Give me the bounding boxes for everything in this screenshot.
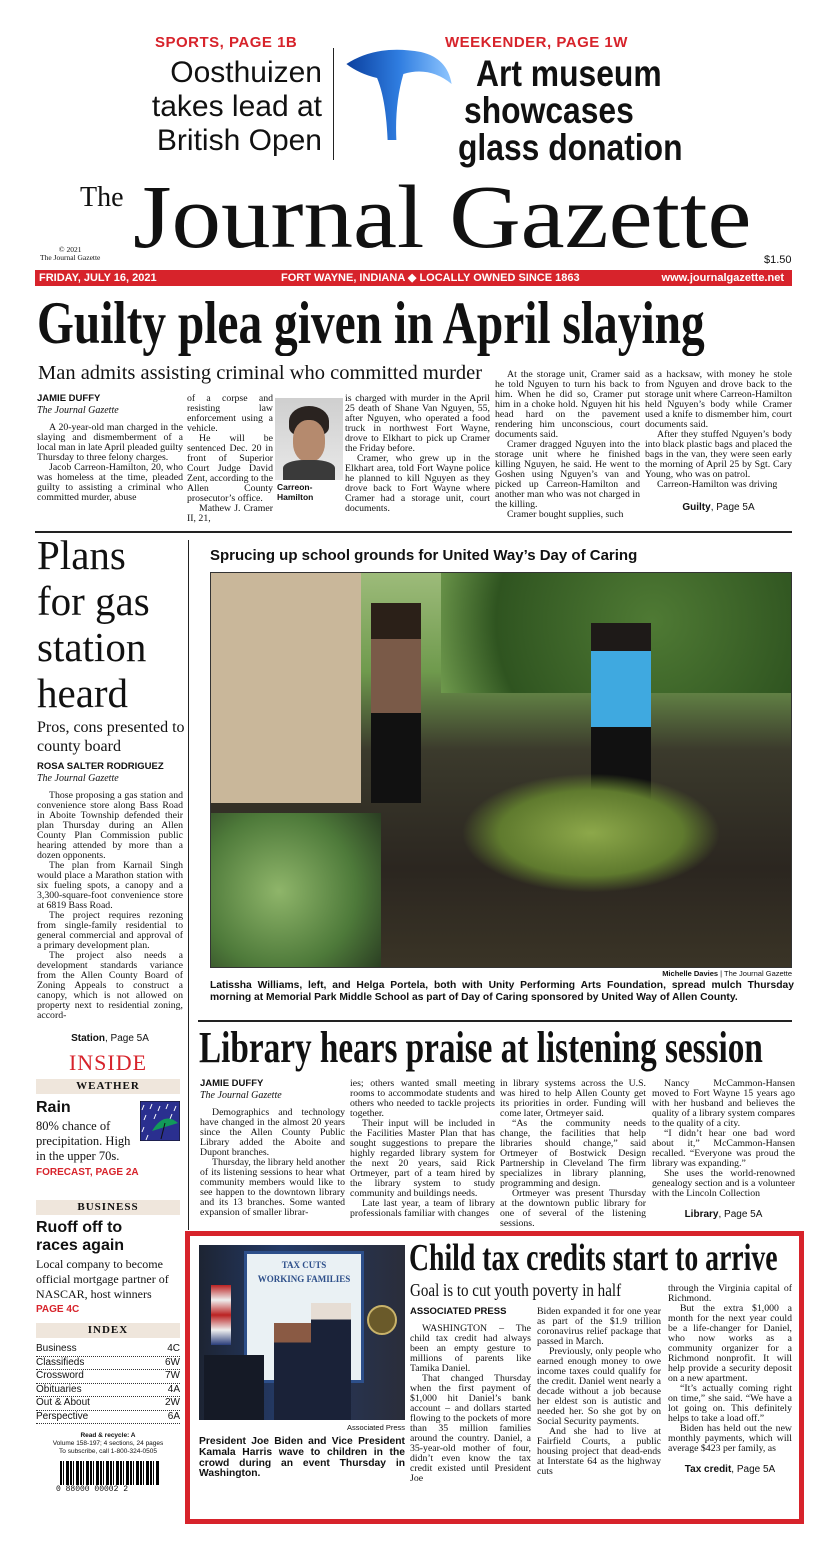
forecast-link[interactable]: FORECAST, PAGE 2A xyxy=(36,1167,139,1178)
gas-column xyxy=(37,761,183,1045)
library-column-4 xyxy=(652,1079,795,1221)
byline: ROSA SALTER RODRIGUEZ xyxy=(37,761,164,772)
jump-link[interactable] xyxy=(668,1464,792,1476)
subscribe-info[interactable]: To subscribe, call 1-800-324-0505 xyxy=(59,1448,157,1455)
copyright-year: © 2021 xyxy=(58,245,82,254)
tax-column-1 xyxy=(410,1306,531,1484)
paragraph: Cramer bought supplies, such xyxy=(507,509,624,520)
masthead-title[interactable]: Journal Gazette xyxy=(133,168,752,267)
day-of-caring-photo[interactable] xyxy=(210,572,792,968)
barcode xyxy=(60,1461,160,1485)
business-headline: Ruoff off to races again xyxy=(36,1219,125,1254)
byline: ASSOCIATED PRESS xyxy=(410,1306,507,1317)
tax-headline[interactable]: Child tax credits start to arrive xyxy=(409,1237,778,1279)
paragraph: Those proposing a gas station and convenience store along Bass Road in Aboite Township defended their plan Thursday during an Allen County Plan Commission public hearing attended by more than a dozen opponents. xyxy=(37,790,183,861)
business-text: Local company to become official mortgage partner of NASCAR, host winners xyxy=(36,1257,169,1301)
index-label: INDEX xyxy=(36,1323,180,1338)
paragraph: Cramer, who grew up in the Elkhart area, told Fort Wayne police he planned to kill Nguyen as they drove back to Fort Wayne where Cramer had a storage unit, court documents. xyxy=(345,453,490,514)
sports-kicker[interactable]: SPORTS, PAGE 1B xyxy=(155,34,298,51)
gas-subhead: Pros, cons presented to county board xyxy=(37,719,185,755)
section-rule xyxy=(198,1020,792,1022)
paragraph: Biden expanded it for one year as part of the $1.9 trillion coronavirus relief package that passed in March. xyxy=(537,1306,661,1347)
paragraph: And she had to live at Fairfield Courts, a public housing project that dead-ends at Interstate 64 as the highway cuts xyxy=(537,1426,661,1477)
photo-org: | The Journal Gazette xyxy=(718,969,792,978)
daylilies xyxy=(461,773,721,893)
jump-link[interactable] xyxy=(652,1209,795,1221)
paragraph: is charged with murder in the April 25 death of Shane Van Nguyen, 55, after Nguyen, who operated a food truck in northwest Fort Wayne, drove to Elkhart to pick up Cramer the Friday before. xyxy=(345,393,490,454)
paragraph: Ortmeyer was present Thursday at the downtown public library for one of several of the listening sessions. xyxy=(500,1188,646,1229)
inside-title: INSIDE xyxy=(68,1050,148,1075)
index-item[interactable] xyxy=(36,1384,180,1398)
index-item[interactable] xyxy=(36,1411,180,1425)
index-name: Perspective xyxy=(36,1410,89,1422)
jump-word: Library xyxy=(684,1209,719,1220)
index-page: 4C xyxy=(167,1343,180,1354)
biden-harris-photo[interactable] xyxy=(199,1245,405,1420)
business-page-link[interactable]: PAGE 4C xyxy=(36,1304,80,1315)
paragraph: Nancy McCammon-Hansen moved to Fort Wayne 15 years ago with her husband and believes the quality of a library system compares to the quality of a city. xyxy=(652,1078,795,1129)
paragraph: Biden has held out the new monthly payments, which will average $423 per family, as xyxy=(668,1423,792,1454)
paragraph: “As the community needs change, the facilities that help libraries should change,” said Ortmeyer of Bostwick Design Partnership in Cleveland The firm specializes in library planning, programming and design. xyxy=(500,1118,646,1189)
issue-date: FRIDAY, JULY 16, 2021 xyxy=(39,272,157,284)
paragraph: as a hacksaw, with money he stole from Nguyen and drove back to the storage unit where Carreon-Hamilton held Nguyen’s body while Cramer used a knife to dismember him, court documents said. xyxy=(645,369,792,430)
hosta-plants xyxy=(211,813,381,968)
date-bar xyxy=(35,270,792,286)
tagline: LOCALLY OWNED SINCE 1863 xyxy=(419,272,580,284)
byline: JAMIE DUFFY xyxy=(200,1078,264,1089)
paragraph: That changed Thursday when the first payment of $1,000 hit Daniel’s bank account – and dollars started flowing to the pockets of more than 35 million families around the country. Daniel, a 35-year-old mother of four, didn’t even know the tax credit existed until President Joe xyxy=(410,1373,531,1484)
tax-subhead: Goal is to cut youth poverty in half xyxy=(410,1280,622,1300)
photo-credit: Associated Press xyxy=(347,1423,405,1432)
index-page: 6A xyxy=(167,1410,180,1422)
headline-line: heard xyxy=(37,670,129,716)
paragraph: The project also needs a development standards variance from the Allen County Board of Zoning Appeals to construct a canopy, which is not allowed on property next to residential zoning, accord- xyxy=(37,950,183,1021)
umbrella-rain-icon xyxy=(140,1101,180,1141)
teaser-line: Oosthuizen xyxy=(170,56,322,89)
headline-line: for gas xyxy=(37,578,150,624)
recycle-note: Read & recycle: A xyxy=(80,1432,136,1439)
library-column-2 xyxy=(350,1079,495,1219)
person-left xyxy=(371,603,421,803)
jump-page: , Page 5A xyxy=(710,502,755,513)
index-page: 2W xyxy=(165,1397,180,1408)
paragraph: “It’s actually coming right on time,” she said. “We have a lot going on. This definitely helps to take a load off.” xyxy=(668,1383,792,1424)
jump-link[interactable] xyxy=(37,1033,183,1045)
photo-credit xyxy=(662,969,792,978)
lead-headline[interactable]: Guilty plea given in April slaying xyxy=(37,290,705,356)
index-item[interactable] xyxy=(36,1343,180,1357)
lead-column-5 xyxy=(645,370,792,514)
weekender-kicker[interactable]: WEEKENDER, PAGE 1W xyxy=(445,34,628,51)
biden-figure xyxy=(311,1303,351,1420)
price: $1.50 xyxy=(764,254,792,266)
lead-column-3 xyxy=(345,394,490,514)
paragraph: Mathew J. Cramer II, 21, xyxy=(187,503,273,524)
jump-word: Tax credit xyxy=(684,1464,732,1475)
paragraph: Their input will be included in the Facilities Master Plan that has sought suggestions to prepare the highly regarded library system for the next 20 years, said Rick Ortmeyer, part of a team hired by the library system to study community and buildings needs. xyxy=(350,1118,495,1199)
copyright-owner: The Journal Gazette xyxy=(40,253,101,262)
index-page: 6W xyxy=(165,1356,180,1368)
jump-link[interactable] xyxy=(645,502,792,514)
business-label: BUSINESS xyxy=(36,1200,180,1215)
brick-building xyxy=(211,573,361,803)
headline-line: Plans xyxy=(37,532,126,578)
sign-line: TAX CUTS xyxy=(281,1260,327,1270)
paragraph: At the storage unit, Cramer said he told Nguyen to turn his back to him. When he did so, Cramer put him in a choke hold. Nguyen hit his head hard on the pavement rendering him unconscious, court documents said. xyxy=(495,369,640,440)
tax-column-3 xyxy=(668,1284,792,1476)
index-item[interactable] xyxy=(36,1370,180,1384)
photo-caption: President Joe Biden and Vice President Kamala Harris wave to children in the crowd during an event Thursday in Washington. xyxy=(199,1436,405,1480)
teaser-line: British Open xyxy=(156,124,322,157)
lead-column-1 xyxy=(37,393,183,503)
paragraph: The project requires rezoning from single-family residential to general commercial and approval of a primary development plan. xyxy=(37,910,183,951)
gas-headline[interactable] xyxy=(37,532,150,716)
photographer: Michelle Davies xyxy=(662,969,719,978)
location-tagline: FORT WAYNE, INDIANA ◆ LOCALLY OWNED SINCE 1863 xyxy=(281,272,580,284)
volume-info: Volume 158-197; 4 sections, 24 pages xyxy=(52,1440,164,1447)
teaser-line: showcases xyxy=(464,90,634,131)
weather-label: WEATHER xyxy=(36,1079,180,1094)
paragraph: through the Virginia capital of Richmond. xyxy=(668,1283,792,1304)
byline-agency: The Journal Gazette xyxy=(37,405,119,416)
paragraph: ies; others wanted small meeting rooms to accommodate students and others who needed to tackle projects together. xyxy=(350,1078,495,1119)
divider xyxy=(333,48,334,160)
paragraph: Demographics and technology have changed in the almost 20 years since the Allen County Public Library added the Aboite and Dupont branches. xyxy=(200,1107,345,1158)
lead-column-2 xyxy=(187,394,273,524)
tax-column-2 xyxy=(537,1307,661,1477)
index-list xyxy=(36,1343,180,1424)
paragraph: in library systems across the U.S. was hired to help Allen County get its priorities in order. Funding will come later, Ortmeyer said. xyxy=(500,1078,646,1119)
photo-feature-title: Sprucing up school grounds for United Way’s Day of Caring xyxy=(210,547,638,564)
podium xyxy=(204,1355,264,1420)
index-item[interactable] xyxy=(36,1397,180,1411)
paragraph: Previously, only people who earned enough money to owe income taxes could qualify for the credit. Daniel went nearly a decade without a job because her eldest son is autistic and needed her. So she got by on Social Security payments. xyxy=(537,1346,661,1427)
paragraph: But the extra $1,000 a month for the next year could be a life-changer for Daniel, who now works as a community organizer for a Richmond nonprofit. It will help provide a security deposit on a new apartment. xyxy=(668,1303,792,1384)
section-rule xyxy=(35,531,792,533)
paragraph: Jacob Carreon-Hamilton, 20, who was homeless at the time, pleaded guilty to assisting a criminal who committed murder, abuse xyxy=(37,462,183,503)
teaser-line: glass donation xyxy=(458,127,683,168)
harris-figure xyxy=(274,1323,314,1420)
paragraph: He will be sentenced Dec. 20 in front of Superior Court Judge David Zent, according to the Allen County prosecutor’s office. xyxy=(187,433,273,504)
index-page: 4A xyxy=(167,1383,180,1395)
index-name: Obituaries xyxy=(36,1383,82,1395)
lead-column-4 xyxy=(495,370,640,520)
teaser-line: Art museum xyxy=(476,53,662,94)
face xyxy=(293,420,325,462)
weather-text: 80% chance of precipitation. High in the upper 70s. xyxy=(36,1119,131,1163)
location: FORT WAYNE, INDIANA xyxy=(281,272,405,284)
paragraph: Thursday, the library held another of its listening sessions to hear what community members would like to see happen to the downtown library and its 13 branches. Some wanted expansion of smaller librar- xyxy=(200,1157,345,1218)
index-page: 7W xyxy=(165,1370,180,1381)
index-name: Classifieds xyxy=(36,1356,85,1368)
paragraph: WASHINGTON – The child tax credit had always been an empty gesture to millions of parents like Tamika Daniel. xyxy=(410,1323,531,1374)
presidential-seal xyxy=(367,1305,397,1335)
paragraph: The plan from Karnail Singh would place a Marathon station with six fueling spots, a canopy and a 3,300-square-foot convenience store at 6819 Bass Road. xyxy=(37,860,183,911)
photo-caption: Latissha Williams, left, and Helga Portela, both with Unity Performing Arts Foundation, spread mulch Thursday morning at Memorial Park Middle School as part of Day of Caring sponsored by United Way of Allen County. xyxy=(210,980,794,1003)
index-name: Business xyxy=(36,1343,77,1354)
paragraph: After they stuffed Nguyen’s body into black plastic bags and placed the bags in the van, they were seen early the morning of April 25 by Sgt. Cary Young, who was on patrol. xyxy=(645,429,792,480)
jump-word: Guilty xyxy=(682,502,711,513)
inside-sidebar xyxy=(36,1079,180,1495)
library-column-1 xyxy=(200,1078,345,1218)
paragraph: “I didn’t hear one bad word about it,” McCammon-Hansen recalled. “Everyone was proud the library was expanding.” xyxy=(652,1128,795,1169)
headline-line: station xyxy=(37,624,147,670)
teaser-line: takes lead at xyxy=(151,90,322,123)
weekender-teaser[interactable] xyxy=(458,55,719,166)
business-box[interactable] xyxy=(36,1219,180,1323)
index-item[interactable] xyxy=(36,1357,180,1371)
index-name: Crossword xyxy=(36,1370,84,1381)
copyright xyxy=(40,246,100,262)
paragraph: Carreon-Hamilton was driving xyxy=(657,479,778,490)
byline-agency: The Journal Gazette xyxy=(37,773,119,784)
jump-page: , Page 5A xyxy=(718,1209,763,1220)
byline: JAMIE DUFFY xyxy=(37,393,101,404)
website-link[interactable]: www.journalgazette.net xyxy=(661,272,784,284)
mugshot-photo[interactable] xyxy=(275,398,343,480)
paragraph: Late last year, a team of library professionals familiar with changes xyxy=(350,1198,495,1219)
glass-sculpture-image xyxy=(342,44,456,144)
index-name: Out & About xyxy=(36,1397,90,1408)
shoulders xyxy=(283,460,335,480)
publication-info xyxy=(36,1432,180,1456)
library-headline[interactable]: Library hears praise at listening session xyxy=(199,1023,763,1072)
paragraph: of a corpse and resisting law enforcement using a vehicle. xyxy=(187,393,273,434)
sports-teaser[interactable] xyxy=(120,56,322,158)
paragraph: Cramer dragged Nguyen into the storage unit where he finished killing Nguyen, he said. He went to Goshen using Nguyen’s van and picked up Carreon-Hamilton and another man who was not charged in the killing. xyxy=(495,439,640,510)
paragraph: She uses the world-renowned genealogy section and is a volunteer with the Lincoln Collection xyxy=(652,1168,795,1199)
library-column-3 xyxy=(500,1079,646,1229)
masthead-the: The xyxy=(80,182,124,213)
jump-page: , Page 5A xyxy=(731,1464,776,1475)
jump-word: Station xyxy=(71,1033,105,1044)
weather-box[interactable] xyxy=(36,1098,180,1200)
paragraph: A 20-year-old man charged in the slaying and dismemberment of a local man in late April pleaded guilty Thursday to three felony charges. xyxy=(37,422,183,463)
barcode-digits: 0 88000 00002 2 xyxy=(56,1485,129,1494)
lead-subhead: Man admits assisting criminal who committed murder xyxy=(38,362,483,384)
byline-agency: The Journal Gazette xyxy=(200,1090,282,1101)
column-rule xyxy=(188,540,189,1230)
jump-page: , Page 5A xyxy=(104,1033,149,1044)
weather-headline: Rain xyxy=(36,1099,71,1116)
sign-line: WORKING FAMILIES xyxy=(257,1274,351,1284)
mugshot-caption: Carreon-Hamilton xyxy=(277,482,314,502)
flag xyxy=(211,1285,231,1345)
